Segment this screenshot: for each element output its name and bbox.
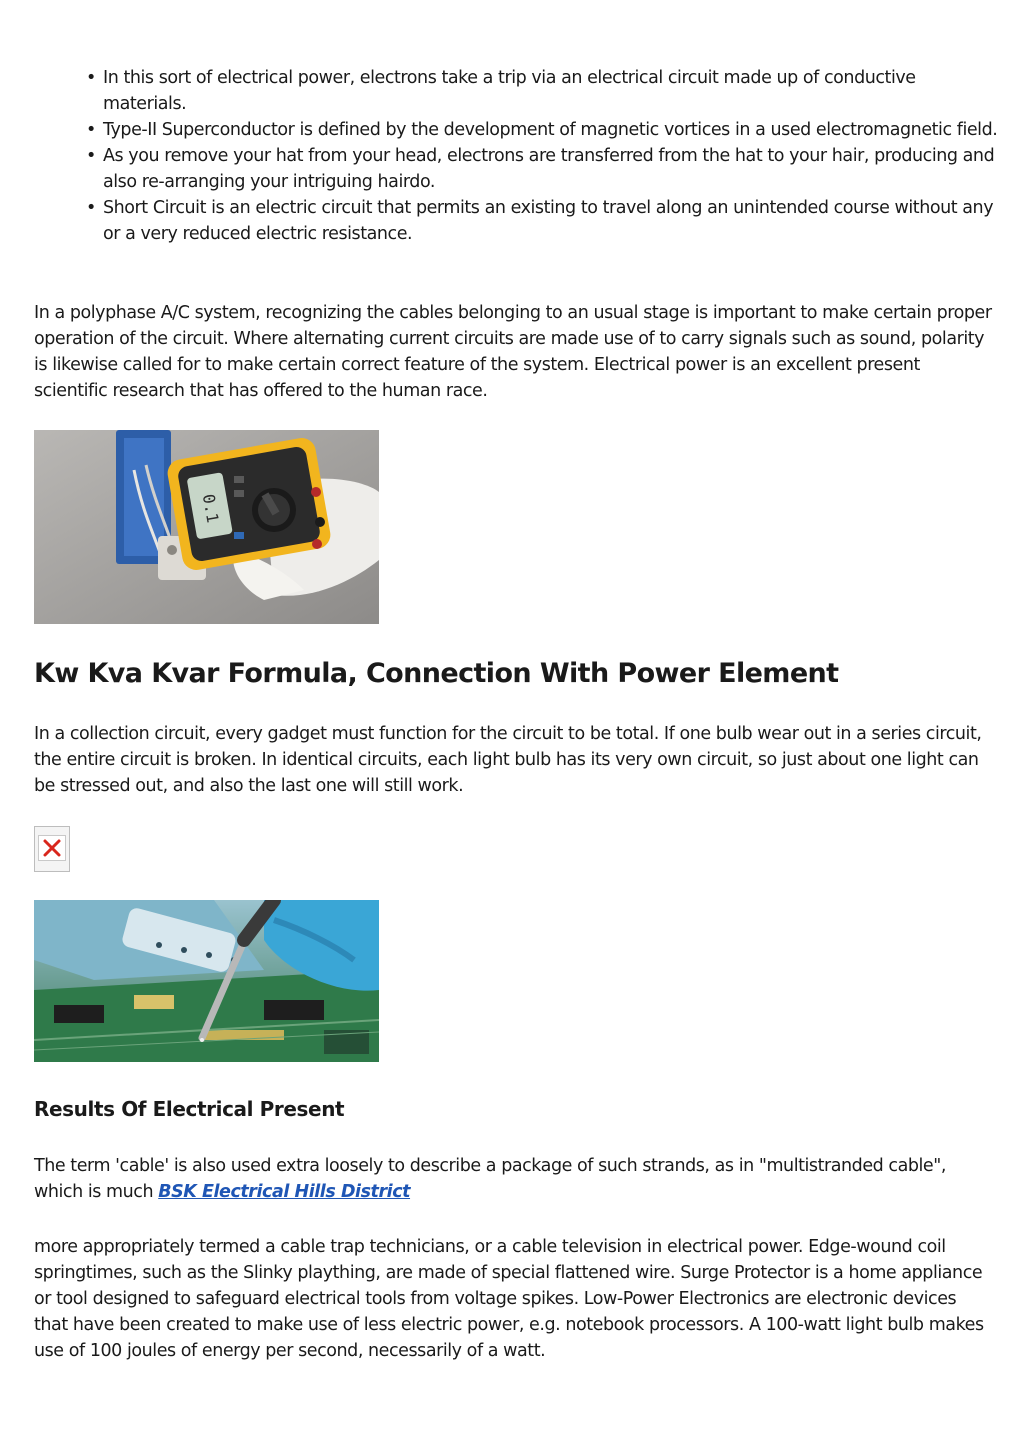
list-item [0, 143, 1000, 195]
bullet-icon: • [86, 68, 96, 88]
list-item [0, 195, 1000, 247]
list-item [0, 65, 1000, 117]
bsk-electrical-link[interactable]: BSK Electrical Hills District [158, 1182, 411, 1202]
bullet-icon: • [86, 198, 96, 218]
meter-display: 0.1 [198, 492, 223, 525]
broken-image-frame [38, 835, 66, 861]
list-item-text: Type-II Superconductor is defined by the development of magnetic vortices in a used electromagnetic field. [103, 120, 998, 140]
list-item [0, 117, 1000, 143]
paragraph-cable-trap: more appropriately termed a cable trap technicians, or a cable television in electrical power. Edge-wound coil springtimes, such as the Slinky plaything, are made of special flattened wire. Surge Protector is a home appliance or tool designed to safeguard electrical tools from voltage spikes. Low-Power Electronics are electronic devices that have been created to make use of less electric power, e.g. notebook processors. A 100-watt light bulb makes use of 100 joules of energy per second, necessarily of a watt. [34, 1237, 984, 1361]
section-heading: Kw Kva Kvar Formula, Connection With Power Element [34, 658, 839, 689]
soldering-circuit-board-photo [34, 900, 379, 1062]
paragraph-polyphase: In a polyphase A/C system, recognizing the cables belonging to an usual stage is important to make certain proper operation of the circuit. Where alternating current circuits are made use of to carry signals such as sound, polarity is likewise called for to make certain correct feature of the system. Electrical power is an excellent present scientific research that has offered to the human race. [34, 303, 992, 401]
list-item-text: Short Circuit is an electric circuit that permits an existing to travel along an unintended course without any or a very reduced electric resistance. [103, 198, 994, 244]
multimeter-photo [34, 430, 379, 624]
bullet-list [0, 65, 1000, 247]
paragraph-series-circuit: In a collection circuit, every gadget must function for the circuit to be total. If one bulb wear out in a series circuit, the entire circuit is broken. In identical circuits, each light bulb has its very own circuit, so just about one light can be stressed out, and also the last one will still work. [34, 724, 982, 796]
bullet-icon: • [86, 120, 96, 140]
broken-image-icon [34, 826, 70, 872]
bullet-icon: • [86, 146, 96, 166]
paragraph-text: The term 'cable' is also used extra loosely to describe a package of such strands, as in "multistranded cable", which is much [34, 1156, 946, 1202]
subsection-heading: Results Of Electrical Present [34, 1097, 345, 1121]
list-item-text: In this sort of electrical power, electrons take a trip via an electrical circuit made up of conductive materials. [103, 68, 916, 114]
list-item-text: As you remove your hat from your head, electrons are transferred from the hat to your hair, producing and also re-arranging your intriguing hairdo. [103, 146, 995, 192]
paragraph-cable-term [34, 1153, 994, 1205]
